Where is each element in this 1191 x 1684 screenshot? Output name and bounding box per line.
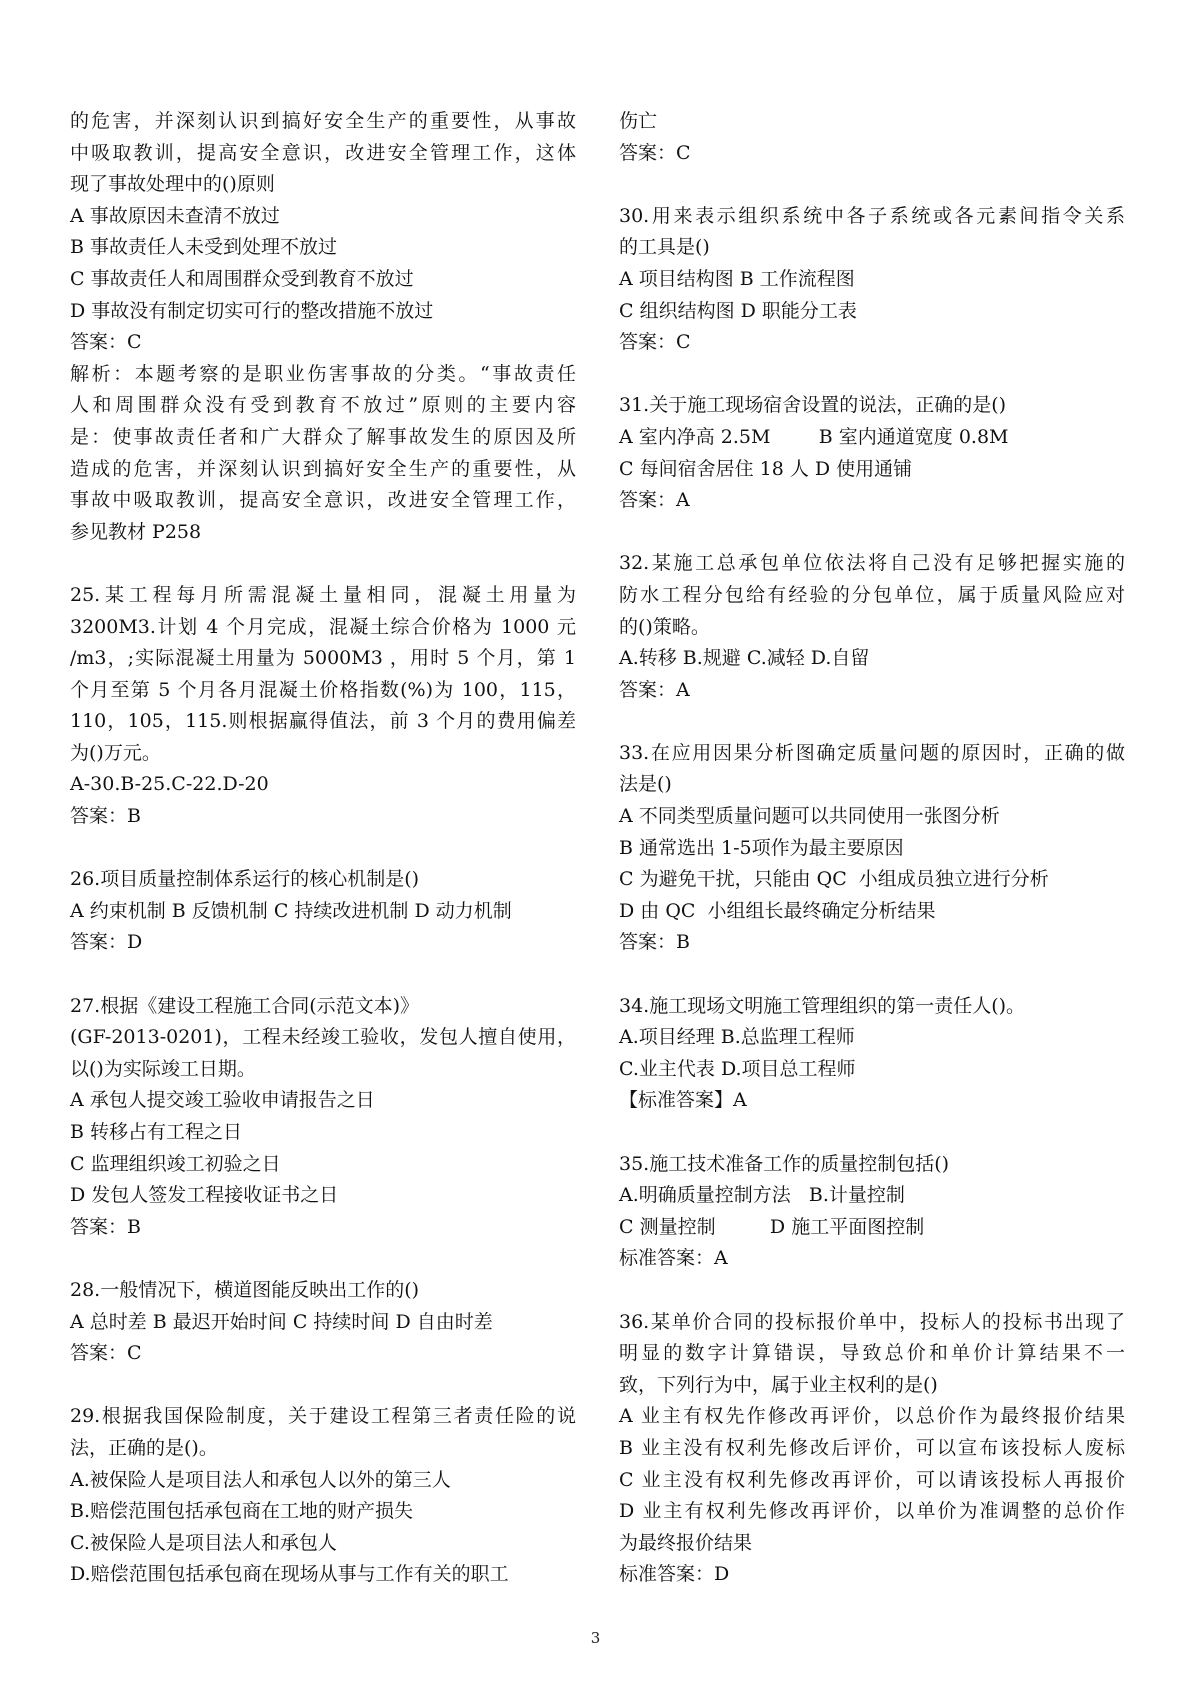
q24-analysis-line: 造成的危害，并深刻认识到搞好安全生产的重要性，从 <box>70 457 576 480</box>
q25-stem-line: /m3，;实际混凝土用量为 5000M3 ，用时 5 个月，第 1 <box>70 647 576 670</box>
q24-analysis-line: 人和周围群众没有受到教育不放过”原则的主要内容 <box>70 394 576 417</box>
q29-option-c: C.被保险人是项目法人和承包人 <box>70 1531 337 1554</box>
q33-stem-line: 法是() <box>619 773 672 796</box>
q36-option-d: D 业主有权利先修改再评价，以单价为准调整的总价作 <box>619 1500 1125 1523</box>
q30-options-line: A 项目结构图 B 工作流程图 <box>619 267 855 290</box>
spacer <box>619 706 1125 738</box>
q26-stem: 26.项目质量控制体系运行的核心机制是() <box>70 868 420 891</box>
q31-options-line: A 室内净高 2.5M B 室内通道宽度 0.8M <box>619 425 1009 448</box>
q30-stem-line: 30.用来表示组织系统中各子系统或各元素间指令关系 <box>619 204 1125 227</box>
q36-stem-line: 36.某单价合同的投标报价单中，投标人的投标书出现了 <box>619 1310 1125 1333</box>
q24-option-c: C 事故责任人和周围群众受到教育不放过 <box>70 267 414 290</box>
q25-stem-line: 25.某工程每月所需混凝土量相同，混凝土用量为 <box>70 583 576 606</box>
q25-stem-line: 110，105，115.则根据赢得值法，前 3 个月的费用偏差 <box>70 710 576 733</box>
spacer <box>619 169 1125 201</box>
q32-stem-line: 防水工程分包给有经验的分包单位，属于质量风险应对 <box>619 583 1125 606</box>
spacer <box>70 1370 576 1402</box>
q27-answer: 答案：B <box>70 1215 141 1238</box>
left-column <box>70 106 576 1591</box>
q25-options: A-30.B-25.C-22.D-20 <box>70 773 269 796</box>
q28-stem: 28.一般情况下，横道图能反映出工作的() <box>70 1278 420 1301</box>
q24-option-a: A 事故原因未查清不放过 <box>70 204 280 227</box>
page-number: 3 <box>590 1629 601 1647</box>
q24-analysis-line: 参见教材 P258 <box>70 520 202 543</box>
q29-stem-line: 法，正确的是()。 <box>70 1436 218 1459</box>
spacer <box>70 1243 576 1275</box>
q36-stem-line: 明显的数字计算错误，导致总价和单价计算结果不一 <box>619 1342 1125 1365</box>
q36-option-d-cont: 为最终报价结果 <box>619 1531 753 1554</box>
q27-stem-line: (GF-2013-0201)，工程未经竣工验收，发包人擅自使用， <box>70 1026 576 1049</box>
spacer <box>70 959 576 991</box>
q24-stem-line: 中吸取教训，提高安全意识，改进安全管理工作，这体 <box>70 141 576 164</box>
q25-stem-line: 个月至第 5 个月各月混凝土价格指数(%)为 100，115， <box>70 678 576 701</box>
q24-analysis-line: 解析：本题考察的是职业伤害事故的分类。“事故责任 <box>70 362 576 385</box>
q27-option-c: C 监理组织竣工初验之日 <box>70 1152 281 1175</box>
q32-answer: 答案：A <box>619 678 690 701</box>
q34-answer: 【标准答案】A <box>619 1089 747 1112</box>
q36-answer: 标准答案：D <box>619 1563 730 1586</box>
q26-answer: 答案：D <box>70 931 143 954</box>
q35-options-line: A.明确质量控制方法 B.计量控制 <box>619 1184 905 1207</box>
q30-options-line: C 组织结构图 D 职能分工表 <box>619 299 857 322</box>
q27-option-a: A 承包人提交竣工验收申请报告之日 <box>70 1089 375 1112</box>
q29-continuation: 伤亡 <box>619 110 658 132</box>
spacer <box>70 548 576 580</box>
spacer <box>619 1275 1125 1307</box>
q27-stem-line: 27.根据《建设工程施工合同(示范文本)》 <box>70 994 420 1017</box>
q24-option-d: D 事故没有制定切实可行的整改措施不放过 <box>70 299 434 322</box>
q36-option-b: B 业主没有权利先修改后评价，可以宣布该投标人废标 <box>619 1436 1125 1459</box>
q29-option-a: A.被保险人是项目法人和承包人以外的第三人 <box>70 1468 451 1491</box>
q29-stem-line: 29.根据我国保险制度，关于建设工程第三者责任险的说 <box>70 1405 576 1428</box>
spacer <box>70 833 576 865</box>
q35-stem: 35.施工技术准备工作的质量控制包括() <box>619 1152 950 1175</box>
q31-stem: 31.关于施工现场宿舍设置的说法，正确的是() <box>619 394 1007 417</box>
q33-answer: 答案：B <box>619 931 690 954</box>
q30-stem-line: 的工具是() <box>619 236 710 259</box>
q33-option-b: B 通常选出 1-5项作为最主要原因 <box>619 836 904 859</box>
q24-answer: 答案：C <box>70 331 142 354</box>
q29-option-d: D.赔偿范围包括承包商在现场从事与工作有关的职工 <box>70 1563 509 1586</box>
q25-stem-line: 为()万元。 <box>70 741 161 764</box>
q24-stem-line: 现了事故处理中的()原则 <box>70 173 275 196</box>
q33-option-d: D 由 QC 小组组长最终确定分析结果 <box>619 899 936 922</box>
spacer <box>619 959 1125 991</box>
q32-options: A.转移 B.规避 C.减轻 D.自留 <box>619 647 870 670</box>
q30-answer: 答案：C <box>619 331 691 354</box>
q34-options-line: C.业主代表 D.项目总工程师 <box>619 1057 856 1080</box>
q24-stem-line: 的危害，并深刻认识到搞好安全生产的重要性，从事故 <box>70 110 576 132</box>
q31-answer: 答案：A <box>619 489 690 512</box>
q29-answer: 答案：C <box>619 141 691 164</box>
q24-option-b: B 事故责任人未受到处理不放过 <box>70 236 338 259</box>
q28-options: A 总时差 B 最迟开始时间 C 持续时间 D 自由时差 <box>70 1310 493 1333</box>
q24-analysis-line: 事故中吸取教训，提高安全意识，改进安全管理工作， <box>70 489 576 512</box>
q24-analysis-line: 是：使事故责任者和广大群众了解事故发生的原因及所 <box>70 425 576 448</box>
q31-options-line: C 每间宿舍居住 18 人 D 使用通铺 <box>619 457 913 480</box>
q34-options-line: A.项目经理 B.总监理工程师 <box>619 1026 855 1049</box>
q33-option-c: C 为避免干扰，只能由 QC 小组成员独立进行分析 <box>619 868 1049 891</box>
q35-options-line: C 测量控制 D 施工平面图控制 <box>619 1215 925 1238</box>
q27-stem-line: 以()为实际竣工日期。 <box>70 1057 256 1080</box>
spacer <box>619 517 1125 549</box>
q29-option-b: B.赔偿范围包括承包商在工地的财产损失 <box>70 1500 414 1523</box>
q36-stem-line: 致，下列行为中，属于业主权利的是() <box>619 1373 938 1396</box>
q32-stem-line: 的()策略。 <box>619 615 710 638</box>
q27-option-d: D 发包人签发工程接收证书之日 <box>70 1184 339 1207</box>
q27-option-b: B 转移占有工程之日 <box>70 1121 243 1143</box>
q34-stem: 34.施工现场文明施工管理组织的第一责任人()。 <box>619 994 1026 1017</box>
spacer <box>619 1117 1125 1149</box>
q36-option-a: A 业主有权先作修改再评价，以总价作为最终报价结果 <box>619 1405 1125 1428</box>
q25-stem-line: 3200M3.计划 4 个月完成，混凝土综合价格为 1000 元 <box>70 615 576 638</box>
q26-options: A 约束机制 B 反馈机制 C 持续改进机制 D 动力机制 <box>70 899 512 922</box>
q33-option-a: A 不同类型质量问题可以共同使用一张图分析 <box>619 805 1000 828</box>
q33-stem-line: 33.在应用因果分析图确定质量问题的原因时，正确的做 <box>619 741 1125 764</box>
q35-answer: 标准答案：A <box>619 1247 728 1270</box>
q28-answer: 答案：C <box>70 1342 142 1365</box>
q36-option-c: C 业主没有权利先修改再评价，可以请该投标人再报价 <box>619 1468 1125 1491</box>
spacer <box>619 359 1125 391</box>
q32-stem-line: 32.某施工总承包单位依法将自己没有足够把握实施的 <box>619 552 1125 575</box>
q25-answer: 答案：B <box>70 805 141 828</box>
right-column <box>619 106 1125 1591</box>
